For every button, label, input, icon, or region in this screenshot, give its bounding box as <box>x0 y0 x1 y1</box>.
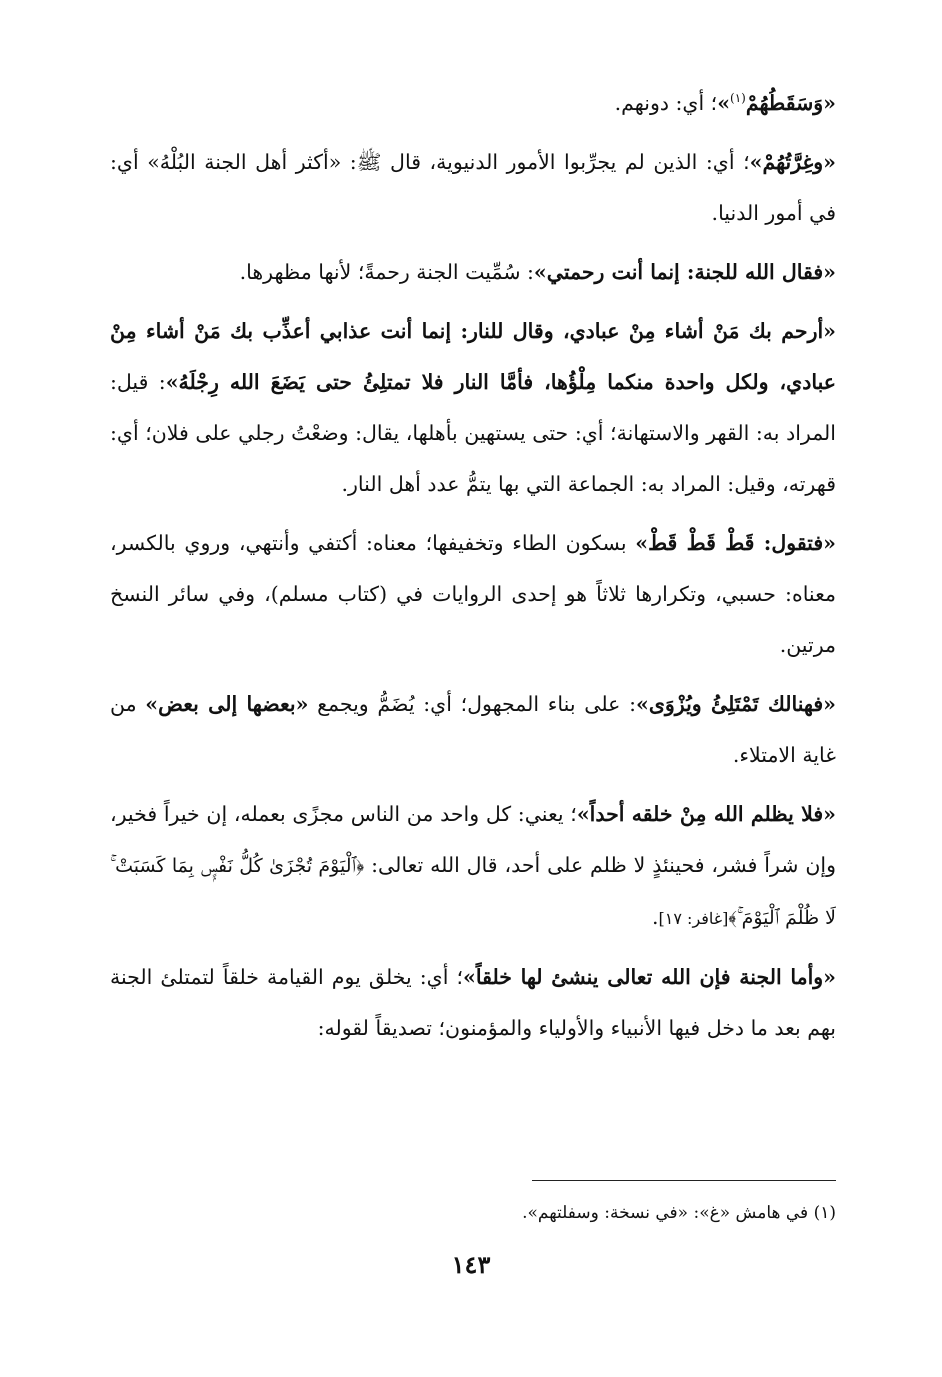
paragraph-4 <box>110 306 836 510</box>
paragraph-1 <box>110 78 836 129</box>
page-body <box>110 78 836 1062</box>
paragraph-6-text-a: : على بناء المجهول؛ أي: يُضَمُّ ويجمع <box>308 692 636 716</box>
paragraph-5-lead: «فتقول: قَطْ قَطْ قَطْ» <box>635 531 836 555</box>
paragraph-7-text: ؛ يعني: كل واحد من الناس مجزًى بعمله، إن خيراً فخير، وإن شراً فشر، فحينئذٍ لا ظلم على أحد، قال الله تعالى: <box>110 802 836 877</box>
paragraph-6-text-b: من غاية الامتلاء. <box>110 692 836 767</box>
paragraph-7-lead: «فلا يظلم الله مِنْ خلقه أحداً» <box>576 802 836 826</box>
paragraph-2-lead: «وغِرَّتُهُمْ» <box>749 150 836 174</box>
paragraph-8-lead: «وأما الجنة فإن الله تعالى ينشئ لها خلقاً» <box>463 965 836 989</box>
paragraph-4-lead: «أرحم بك مَنْ أشاء مِنْ عبادي، وقال للنار: إنما أنت عذابي أعذِّب بك مَنْ أشاء مِنْ عبادي، ولكل واحدة منكما مِلْؤُها، فأمَّا النار فلا تمتلِئُ حتى يَضَعَ الله رِجْلَهُ» <box>110 319 837 394</box>
quran-reference: [غافر: ١٧] <box>658 909 729 928</box>
paragraph-2 <box>110 137 836 239</box>
paragraph-8-text: ؛ أي: يخلق يوم القيامة خلقاً لتمتلئ الجنة بهم بعد ما دخل فيها الأنبياء والأولياء والمؤمنون؛ تصديقاً لقوله: <box>110 965 836 1040</box>
footnote-number: (١) <box>813 1203 836 1223</box>
paragraph-4-text: : قيل: المراد به: القهر والاستهانة؛ أي: حتى يستهين بأهلها، يقال: وضعْتُ رجلي على فلان؛ أي: قهرته، وقيل: المراد به: الجماعة التي بها يتمُّ عدد أهل النار. <box>110 370 836 496</box>
footnote-divider <box>532 1180 836 1181</box>
paragraph-3-lead: «فقال الله للجنة: إنما أنت رحمتي» <box>533 260 836 284</box>
paragraph-1-text: ؛ أي: دونهم. <box>614 91 718 115</box>
paragraph-6 <box>110 679 836 781</box>
page-number: ١٤٣ <box>451 1250 491 1279</box>
paragraph-1-lead: «وَسَقَطُهُمْ <box>745 91 836 115</box>
footnote-marker: (١) <box>730 91 746 106</box>
paragraph-2-text: ؛ أي: الذين لم يجرِّبوا الأمور الدنيوية، قال ﷺ: «أكثر أهل الجنة البُلْهُ» أي: في أمور الدنيا. <box>110 150 836 225</box>
paragraph-5 <box>110 518 836 671</box>
paragraph-5-text: بسكون الطاء وتخفيفها؛ معناه: أكتفي وأنتهي، وروي بالكسر، معناه: حسبي، وتكرارها ثلاثاً هو إحدى الروايات في (كتاب مسلم)، وفي سائر النسخ مرتين. <box>110 531 836 657</box>
quran-verse: ﴿ٱلْيَوْمَ تُجْزَىٰ كُلُّ نَفْسٍۭ بِمَا كَسَبَتْ ۚ لَا ظُلْمَ ٱلْيَوْمَ ۚ﴾ <box>110 855 836 929</box>
paragraph-1-lead-close: » <box>717 91 730 115</box>
footnote-text: في هامش «غ»: «في نسخة: وسفلتهم». <box>522 1203 809 1223</box>
paragraph-3 <box>110 247 836 298</box>
paragraph-7-end: . <box>652 905 659 929</box>
paragraph-8 <box>110 952 836 1054</box>
paragraph-3-text: : سُمِّيت الجنة رحمةً؛ لأنها مظهرها. <box>239 260 534 284</box>
paragraph-6-lead: «فهنالك تَمْتَلِئُ ويُزْوَى» <box>636 692 836 716</box>
footnote <box>110 1198 836 1228</box>
paragraph-6-lead-b: «بعضها إلى بعض» <box>145 692 309 716</box>
paragraph-7 <box>110 789 836 944</box>
